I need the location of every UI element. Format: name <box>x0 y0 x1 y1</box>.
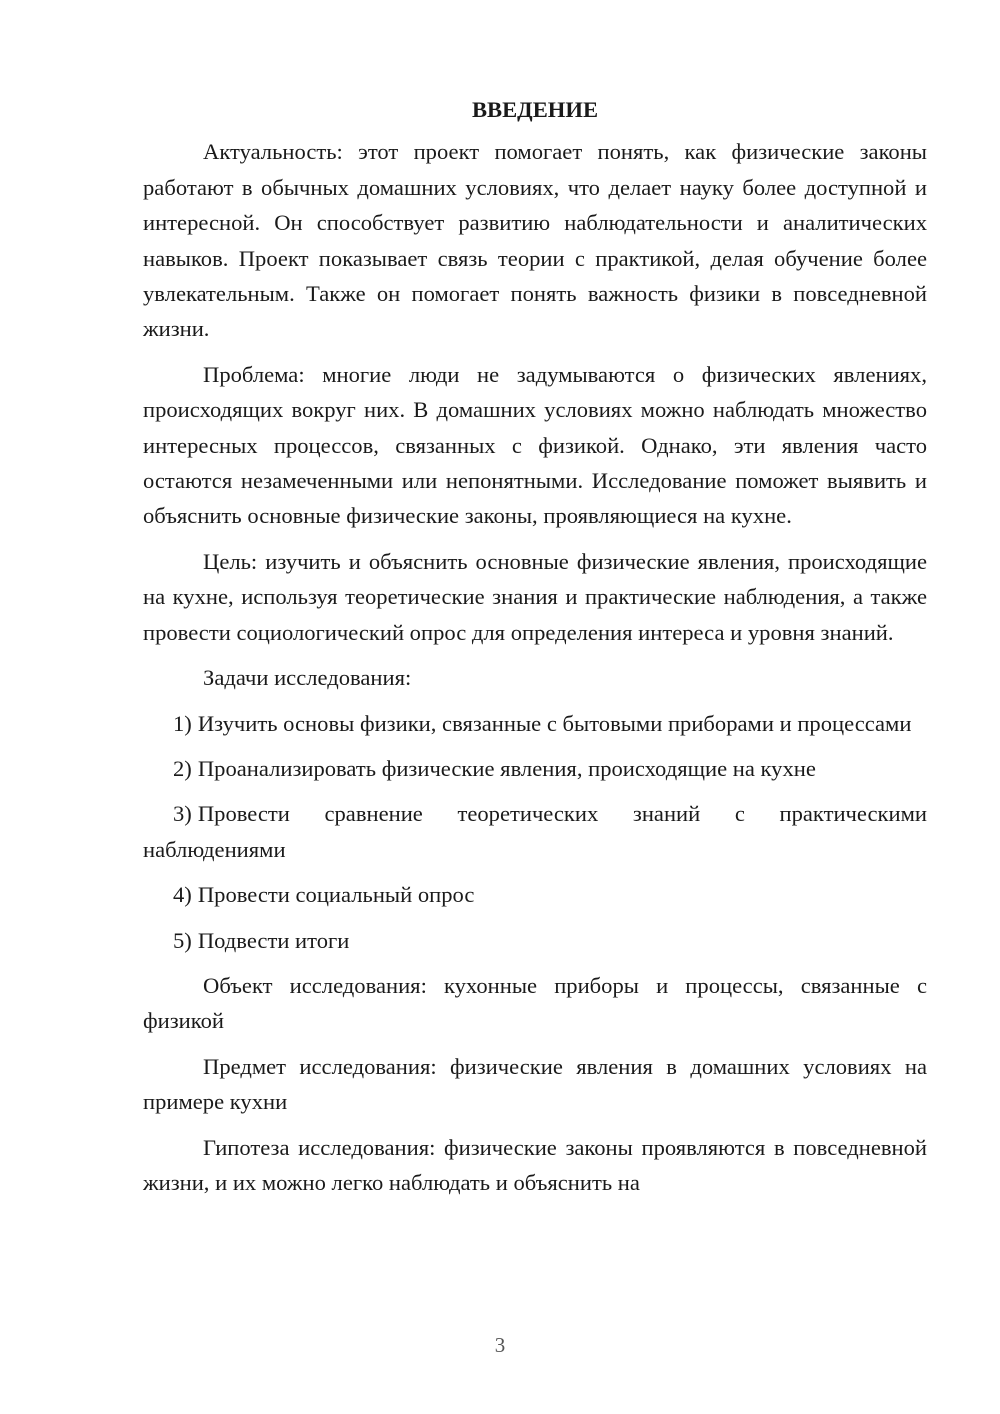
paragraph-relevance: Актуальность: этот проект помогает понять, как физические законы работают в обычных домашних условиях, что делает науку более доступной и интересной. Он способствует развитию наблюдательности и аналитических навыков. Проект показывает связь теории с практикой, делая обучение более увлекательным. Также он помогает понять важность физики в повседневной жизни. <box>143 139 927 342</box>
paragraph-problem: Проблема: многие люди не задумываются о физических явлениях, происходящих вокруг них. В домашних условиях можно наблюдать множество интересных процессов, связанных с физикой. Однако, эти явления часто остаются незамеченными или непонятными. Исследование поможет выявить и объяснить основные физические законы, проявляющиеся на кухне. <box>143 361 927 529</box>
paragraph-tasks-heading: Задачи исследования: <box>203 665 412 691</box>
paragraph-goal: Цель: изучить и объяснить основные физические явления, происходящие на кухне, используя теоретические знания и практические наблюдения, а также провести социологический опрос для определения интереса и уровня знаний. <box>143 548 927 645</box>
paragraph-object: Объект исследования: кухонные приборы и процессы, связанные с физикой <box>143 972 927 1034</box>
section-title: ВВЕДЕНИЕ <box>471 97 599 122</box>
task-item-2 <box>143 751 927 786</box>
task-item-4 <box>143 877 927 912</box>
task-text: Проанализировать физические явления, происходящие на кухне <box>197 755 816 781</box>
task-number: 1) <box>173 710 192 736</box>
paragraph-hypothesis: Гипотеза исследования: физические законы проявляются в повседневной жизни, и их можно легко наблюдать и объяснить на <box>143 1134 927 1195</box>
task-text: Изучить основы физики, связанные с бытовыми приборами и процессами <box>197 710 912 736</box>
task-number: 4) <box>173 882 192 908</box>
task-number: 2) <box>173 755 192 781</box>
task-text: Провести социальный опрос <box>197 882 475 908</box>
task-item-5 <box>143 923 927 958</box>
task-text: Подвести итоги <box>197 927 350 953</box>
task-number: 3) <box>173 801 192 827</box>
task-number: 5) <box>173 927 192 953</box>
paragraph-subject: Предмет исследования: физические явления в домашних условиях на примере кухни <box>143 1053 927 1115</box>
task-item-3 <box>143 796 927 867</box>
page-content <box>143 92 927 1210</box>
task-text: Провести сравнение теоретических знаний с практическими наблюдениями <box>143 801 927 862</box>
page-number: 3 <box>494 1333 506 1357</box>
task-item-1 <box>143 706 927 741</box>
